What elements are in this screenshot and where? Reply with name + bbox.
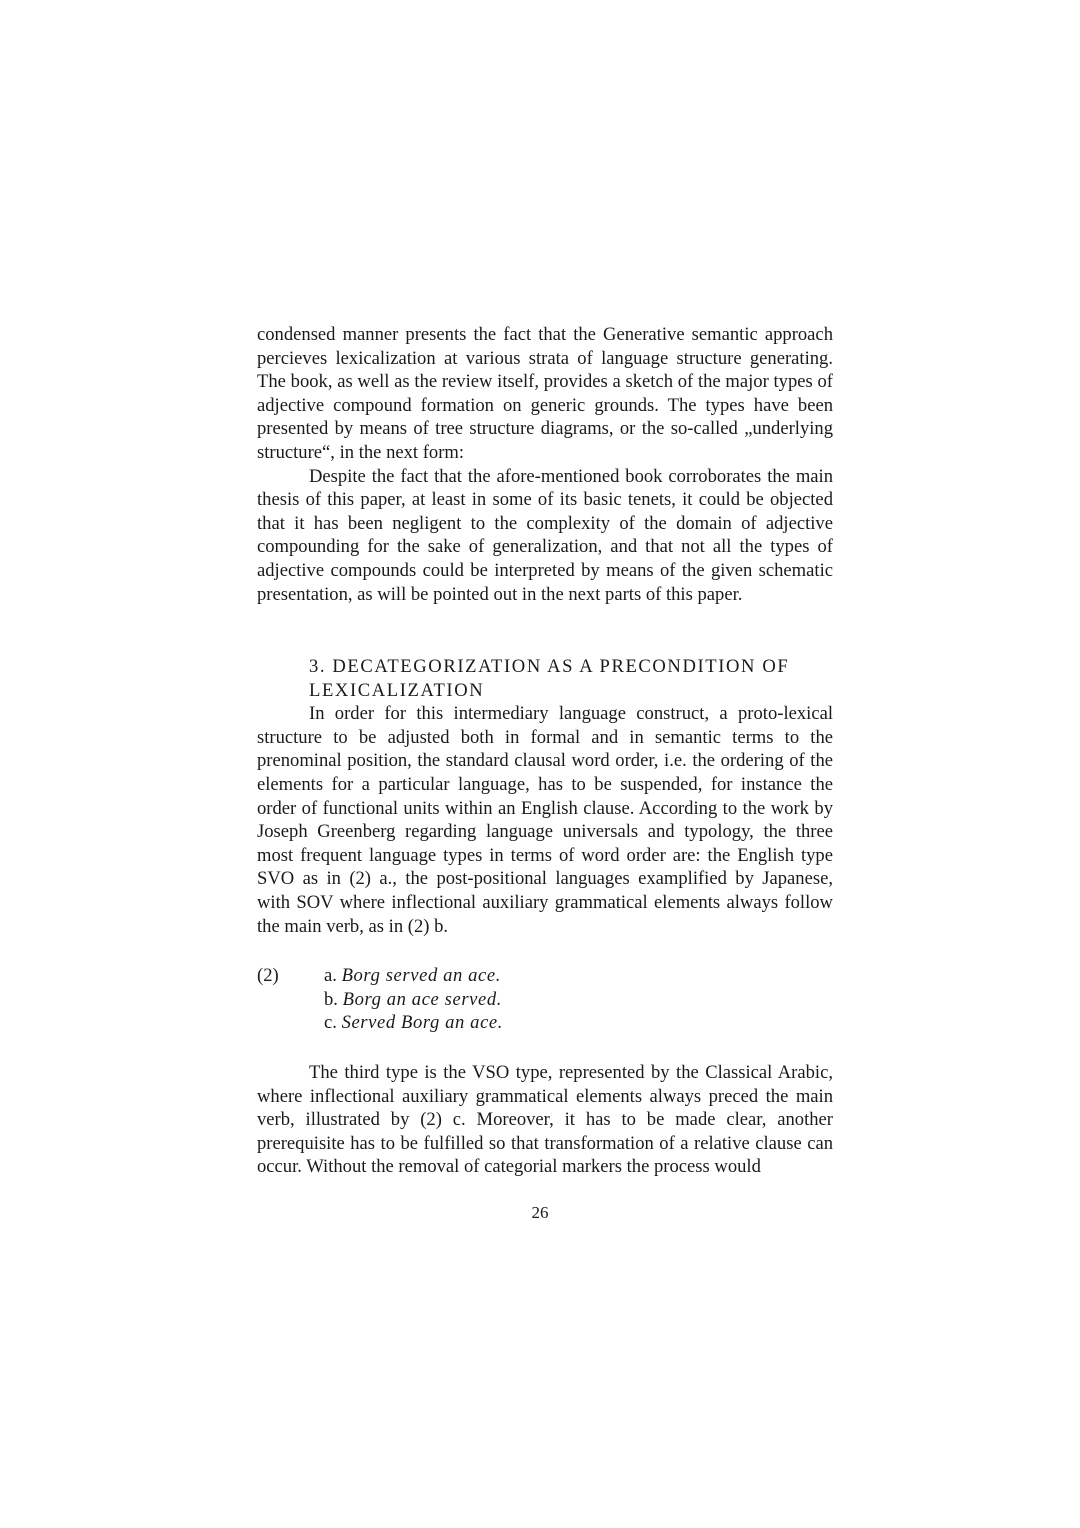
section-3 <box>257 655 833 938</box>
example-item-c <box>324 1011 824 1035</box>
example-item-b <box>324 988 824 1012</box>
thesis-paragraph: Despite the fact that the afore-mentioned book corroborates the main thesis of this paper, at least in some of its basic tenets, it could be objected that it has been negligent to the complexity of the domain of adjective compounding for the sake of generalization, and that not all the types of adjective compounds could be interpreted by means of the given schematic presentation, as will be pointed out in the next parts of this paper. <box>257 465 833 605</box>
example-sentence: Borg an ace served. <box>342 988 503 1010</box>
example-item-a <box>324 964 824 988</box>
example-letter: b. <box>324 988 338 1010</box>
section-heading <box>257 655 833 702</box>
page-number: 26 <box>531 1203 549 1222</box>
example-letter: a. <box>324 965 337 986</box>
section-heading-line-2: LEXICALIZATION <box>309 679 485 701</box>
example-sentence: Served Borg an ace. <box>341 1012 504 1034</box>
section-paragraph: In order for this intermediary language construct, a proto-lexical structure to be adjusted both in formal and in semantic terms to the prenominal position, the standard clausal word order, i.e. the ordering of the elements for a particular language, has to be suspended, for instance the order of functional units within an English clause. According to the work by Joseph Greenberg regarding language universals and typology, the three most frequent language types in terms of word order are: the English type SVO as in (2) a., the post-positional languages examplified by Japanese, with SOV where inflectional auxiliary grammatical elements always follow the main verb, as in (2) b. <box>257 703 833 937</box>
closing-section <box>257 1061 833 1179</box>
closing-paragraph: The third type is the VSO type, represented by the Classical Arabic, where inflectional auxiliary grammatical elements always preced the main verb, illustrated by (2) c. Moreover, it has to be made clear, another prerequisite has to be fulfilled so that transformation of a relative clause can occur. Without the removal of categorial markers the process would <box>257 1062 833 1178</box>
section-heading-line-1: 3. DECATEGORIZATION AS A PRECONDITION OF <box>309 656 790 677</box>
example-items <box>324 964 824 1035</box>
example-sentence: Borg served an ace. <box>341 965 501 986</box>
example-letter: c. <box>324 1012 337 1034</box>
intro-section <box>257 323 833 606</box>
intro-paragraph: condensed manner presents the fact that the Generative semantic approach percieves lexicalization at various strata of language structure generating. The book, as well as the review itself, provides a sketch of the major types of adjective compound formation on generic grounds. The types have been presented by means of tree structure diagrams, or the so-called „underlying structure“, in the next form: <box>257 324 833 463</box>
example-number: (2) <box>257 965 279 986</box>
